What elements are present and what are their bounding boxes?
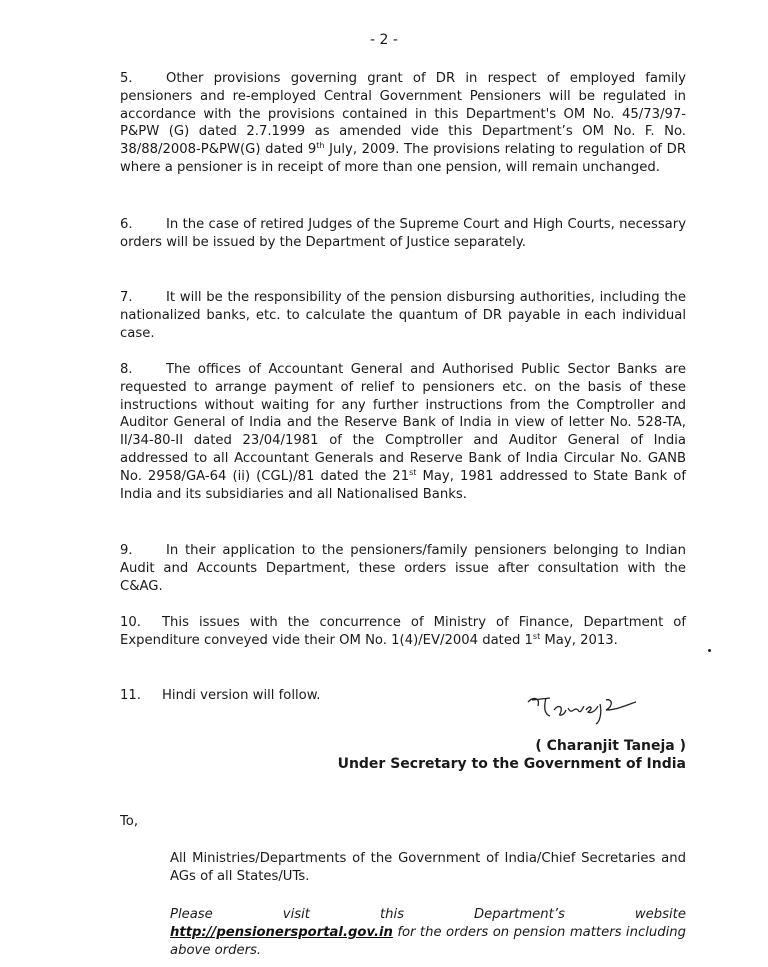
paragraph-6: 6. In the case of retired Judges of the Supreme Court and High Courts, necessary orders will be issued by the Department of Justice separately. [120, 217, 686, 250]
paragraph-number: 5. [120, 71, 133, 86]
paragraph-7: 7. It will be the responsibility of the pension disbursing authorities, including the nationalized banks, etc. to calculate the quantum of DR payable in each individual case. [120, 290, 686, 341]
stray-mark [708, 649, 711, 652]
paragraph-11: 11. Hindi version will follow. [120, 688, 321, 703]
paragraph-number: 10. [120, 615, 141, 630]
website-note: Please visit this Department’s website http://pensionersportal.gov.in for the orders on pension matters including above orders. [170, 907, 686, 958]
website-link[interactable]: http://pensionersportal.gov.in [170, 924, 393, 940]
paragraph-10: 10. This issues with the concurrence of Ministry of Finance, Department of Expenditure conveyed vide their OM No. 1(4)/EV/2004 dated 1st May, 2013. [120, 615, 686, 648]
paragraph-number: 9. [120, 543, 133, 558]
paragraph-number: 11. [120, 688, 141, 703]
paragraph-8: 8. The offices of Accountant General and Authorised Public Sector Banks are requested to arrange payment of relief to pensioners etc. on the basis of these instructions without waiting for any further instructions from the Comptroller and Auditor General of India and the Reserve Bank of India in view of letter No. 528-TA, II/34-80-II dated 23/04/1981 of the Comptroller and Auditor General of India addressed to all Accountant Generals and Reserve Bank of India Circular No. GANB No. 2958/GA-64 (ii) (CGL)/81 dated the 21st May, 1981 addressed to State Bank of India and its subsidiaries and all Nationalised Banks. [120, 362, 686, 502]
paragraph-number: 6. [120, 217, 133, 232]
to-label: To, [120, 814, 139, 829]
signatory-name: ( Charanjit Taneja ) [535, 738, 686, 754]
signatory-designation: Under Secretary to the Government of India [337, 756, 686, 772]
paragraph-number: 7. [120, 290, 133, 305]
addressees: All Ministries/Departments of the Government of India/Chief Secretaries and AGs of all States/UTs. [170, 851, 686, 884]
handwritten-signature [520, 688, 700, 728]
paragraph-9: 9. In their application to the pensioners/family pensioners belonging to Indian Audit and Accounts Department, these orders issue after consultation with the C&AG. [120, 543, 686, 594]
paragraph-number: 8. [120, 362, 133, 377]
page-number: - 2 - [370, 32, 398, 48]
paragraph-5: 5. Other provisions governing grant of DR in respect of employed family pensioners and re-employed Central Government Pensioners will be regulated in accordance with the provisions contained in this Department's OM No. 45/73/97-P&PW (G) dated 2.7.1999 as amended vide this Department’s OM No. F. No. 38/88/2008-P&PW(G) dated 9th July, 2009. The provisions relating to regulation of DR where a pensioner is in receipt of more than one pension, will remain unchanged. [120, 71, 686, 175]
